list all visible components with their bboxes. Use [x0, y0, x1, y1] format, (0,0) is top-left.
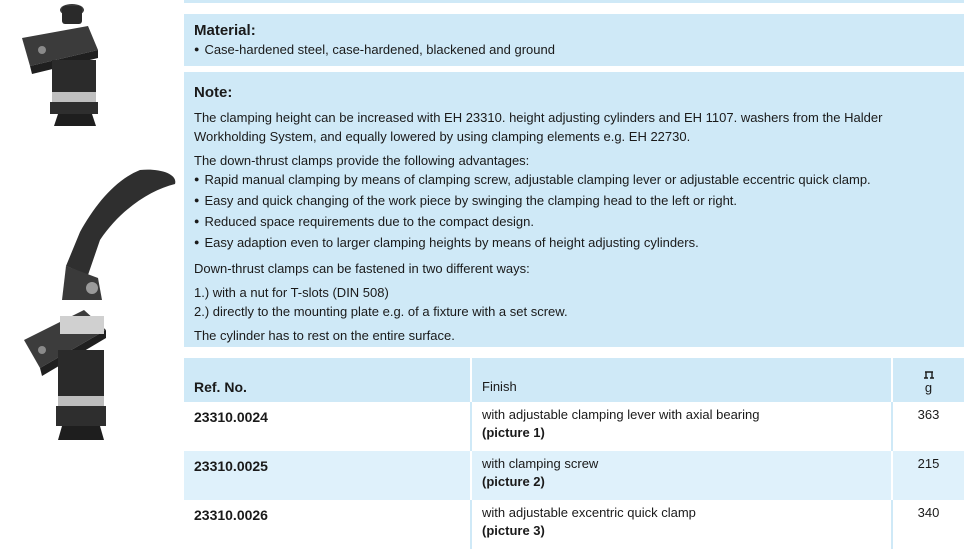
table-row	[184, 402, 964, 451]
weight-icon	[923, 370, 935, 380]
note-panel	[184, 72, 964, 347]
picture-ref: (picture 2)	[482, 474, 545, 489]
advantage-item: ● Easy adaption even to larger clamping heights by means of height adjusting cylinders.	[194, 233, 954, 254]
weight-value: 215	[891, 451, 964, 500]
note-paragraph-1: The clamping height can be increased with EH 23310. height adjusting cylinders and EH 1107. washers from the Halder	[194, 110, 883, 125]
fasten-way: 2.) directly to the mounting plate e.g. of a fixture with a set screw.	[194, 304, 568, 319]
note-closing: The cylinder has to rest on the entire surface.	[194, 328, 455, 343]
finish-cell	[470, 500, 891, 549]
weight-unit: g	[924, 380, 933, 395]
product-images	[0, 0, 180, 551]
finish-text: with adjustable excentric quick clamp	[482, 505, 696, 520]
finish-cell	[470, 451, 891, 500]
fasten-intro: Down-thrust clamps can be fastened in two different ways:	[194, 261, 530, 276]
advantage-item: ● Rapid manual clamping by means of clamping screw, adjustable clamping lever or adjustable eccentric quick clamp.	[194, 170, 954, 191]
product-image-screw-clamp	[22, 4, 98, 126]
material-item: ● Case-hardened steel, case-hardened, blackened and ground	[194, 40, 954, 61]
weight-value: 340	[891, 500, 964, 549]
material-heading: Material:	[194, 22, 256, 39]
top-divider	[184, 0, 964, 3]
fasten-way: 1.) with a nut for T-slots (DIN 508)	[194, 285, 389, 300]
finish-text: with adjustable clamping lever with axial bearing	[482, 407, 760, 422]
material-panel	[184, 14, 964, 66]
ref-no: 23310.0025	[184, 451, 470, 500]
table-header-row	[184, 358, 964, 402]
ref-no: 23310.0026	[184, 500, 470, 549]
table-row	[184, 451, 964, 500]
picture-ref: (picture 3)	[482, 523, 545, 538]
picture-ref: (picture 1)	[482, 425, 545, 440]
note-paragraph-1b: Workholding System, and equally lowered by using clamping elements e.g. EH 22730.	[194, 129, 691, 144]
finish-text: with clamping screw	[482, 456, 599, 471]
advantage-item: ● Reduced space requirements due to the compact design.	[194, 212, 954, 233]
product-table	[184, 358, 964, 549]
note-heading: Note:	[194, 84, 233, 101]
weight-value: 363	[891, 402, 964, 451]
advantages-intro: The down-thrust clamps provide the following advantages:	[194, 153, 530, 168]
header-ref-no: Ref. No.	[184, 358, 470, 402]
table-row	[184, 500, 964, 549]
finish-cell	[470, 402, 891, 451]
product-image-lever-clamp	[24, 170, 175, 440]
header-weight	[891, 358, 964, 402]
advantage-item: ● Easy and quick changing of the work piece by swinging the clamping head to the left or right.	[194, 191, 954, 212]
header-finish: Finish	[470, 358, 891, 402]
ref-no: 23310.0024	[184, 402, 470, 451]
